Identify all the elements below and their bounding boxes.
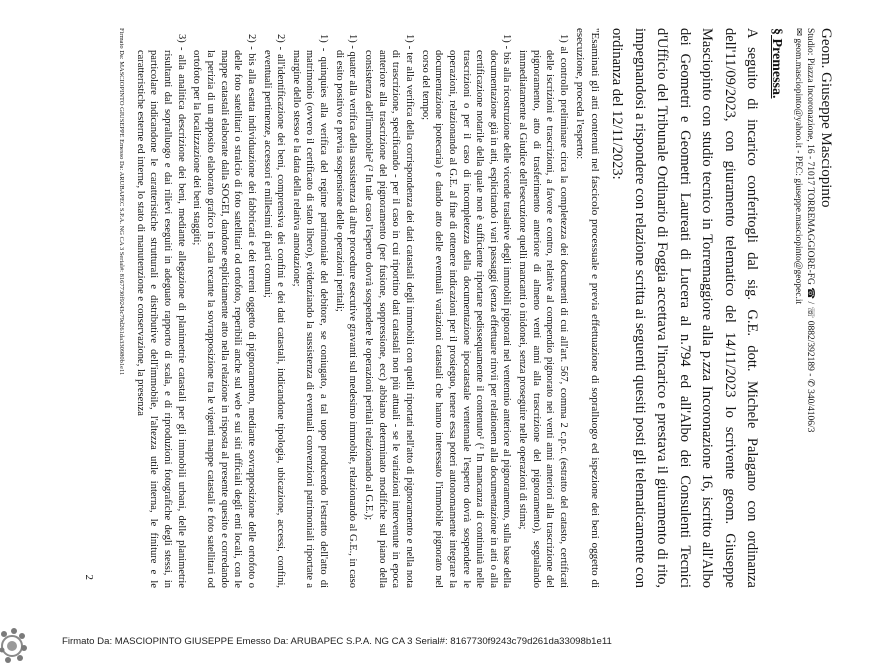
quote-paragraph: "Esaminati gli atti contenuti nel fascicolo processuale e previa effettuazione di sopralluogo ed ispezione dei beni oggetto di esecuzione, proceda l'esperto: <box>573 28 601 588</box>
author-contacts: ✉ geom.masciopinto@yahoo.it - PEC: giuseppe.masciopinto@geopec.it <box>793 28 804 305</box>
signature-seal-icon <box>0 624 34 668</box>
list-item: 3) - alla analitica descrizione dei beni, mediante allegazione di planimetrie catastali per gli immobili urbani, delle planimetrie risultanti dal sopralluogo e dai rilievi eseguiti in adeguato rapporto di scala, e di riproduzioni fotografiche degli stessi, in particolare indicandone le caratteristiche strutturali e distributive dell'immobile, l'altezza utile interna, le finiture e le caratteristiche esterne ed interne, lo stato di manutenzione e conservazione, la presenza <box>134 34 187 588</box>
list-item: 1) - bis alla ricostruzione delle vicende traslative degli immobili pignorati nel ventennio anteriore al pignoramento, sulla base della documentazione già in atti, esplicitando i vari passaggi (senza effettuare rinvii per relationem alla documentazione in atti o alla certificazione notarile della quale non è sufficiente riportare pedissequamente il contenuto¹ (¹ In mancanza di continuità nelle trascrizioni o per il caso di incompletezza della documentazione ipocatastale ventennale l'esperto dovrà sospendere le operazioni, relazionando al G.E. al fine di ottenere indicazioni per il prosieguo, tenere essa poteri autonomamente integrare la documentazione ipotecaria) e dando atto delle eventuali variazioni catastali che hanno interessato l'immobile pignorato nel corso del tempo; <box>419 34 513 588</box>
intro-paragraph: A seguito di incarico conferitogli dal sig. G.E. dott. Michele Palagano con ordinanza dell'11/09/2023, con giuramento telematico del 14/11/2023 lo scrivente geom. Giuseppe Masciopinto con studio tecnico in Torremaggiore alla p.zza Incoronazione 16, iscritto all'Albo dei Geometri e Geometri Laureati di Lucera al n.794 ed all'Albo dei Consulenti Tecnici d'Ufficio del Tribunale Ordinario di Foggia accettava l'incarico e prestava il giuramento di rito, impegnandosi a rispondere con relazione scritta ai seguenti quesiti posti gli telematicamente con ordinanza del 12/11/2023: <box>609 28 760 588</box>
author-address: Studio: Piazza Incoronazione, 16 - 71017 TORREMAGGIORE-FG ☎ / ☏ 0882/392189 - ✆ 340/4106/3 <box>805 28 816 433</box>
section-title: § Premessa. <box>769 28 785 99</box>
page-number: 2 <box>82 574 95 580</box>
author-name: Geom. Giuseppe Masciopinto <box>818 28 834 208</box>
list-item: 1) - ter alla verifica della corrispondenza dei dati catastali degli immobili con quelli riportati nell'atto di pignoramento e nella nota di trascrizione, specificando - per il caso in cui riportino dati catastali non più attuali - se le variazioni intervenute in epoca anteriore alla trascrizione del pignoramento (per fusione, soppressione, ecc) abbiano determinato modifiche sul piano della consistenza dell'immobile² (² In tale caso l'esperto dovrà sospendere le operazioni peritali relazionando al G.E.); <box>363 34 415 588</box>
list-item: 1) al controllo preliminare circa la completezza dei documenti di cui all'art. 567, comma 2 c.p.c. (estratto del catasto, certificati delle iscrizioni e trascrizioni, a favore e contro, relative al compendio pignorato nei venti anni anteriori alla trascrizione del pignoramento, atto di trasferimento anteriore di almeno venti anni alla trascrizione del pignoramento), segnalando immediatamente al Giudice dell'esecuzione quelli mancanti o inidonei, senza proseguire nelle operazioni di stima; <box>517 34 570 588</box>
digital-signature-bar <box>0 620 893 670</box>
list-item: 1) - quinquies alla verifica del regime patrimoniale del debitore, se coniugato, a tal uopo producendo l'estratto dell'atto di matrimonio (ovvero il certificato di stato libero), evidenziando la sussistenza di eventuali convenzioni patrimoniali riportate a margine dello stesso e la data della relativa annotazione; <box>290 34 330 588</box>
list-item: 2) - bis alla esatta individuazione dei fabbricati e dei terreni oggetto di pignoramento, mediante sovrapposizione delle ortofoto o delle foto satellitari o stralcio di foto satellitari od ortofoto, reperibili anche sul web e sui siti ufficiali degli enti locali, con le mappe catastali elaborate dalla SOGEI, dandone esplicitamente atto nella relazione in risposta al presente quesito e corredando la perizia di un apposito elaborato grafico in scala recante la sovrapposizione tra le vigenti mappe catastali e foto satellitari od ortofoto per la localizzazione dei beni staggiti; <box>191 34 257 588</box>
list-item: 2) - all'identificazione dei beni, comprensiva dei confini e dei dati catastali, indicandone tipologia, ubicazione, accessi, confini, eventuali pertinenze, accessori e millesimi di parti comuni; <box>261 34 287 588</box>
rotated-document-content <box>75 28 835 588</box>
page-footer-signature: Firmato Da: MASCIOPINTO GIUSEPPE Emesso Da: ARUBAPEC S.P.A. NG CA 3 Serial#: 8167730f9243c79d261da330980b1e11 <box>118 28 126 376</box>
list-item: 1) - quater alla verifica della sussistenza di altre procedure esecutive gravanti sul medesimo immobile, relazionando al G.E., in caso di esito positivo e previa sospensione delle operazioni peritali; <box>333 34 359 588</box>
signature-text: Firmato Da: MASCIOPINTO GIUSEPPE Emesso Da: ARUBAPEC S.P.A. NG CA 3 Serial#: 8167730f9243c79d261da33098b1e11 <box>62 636 612 647</box>
